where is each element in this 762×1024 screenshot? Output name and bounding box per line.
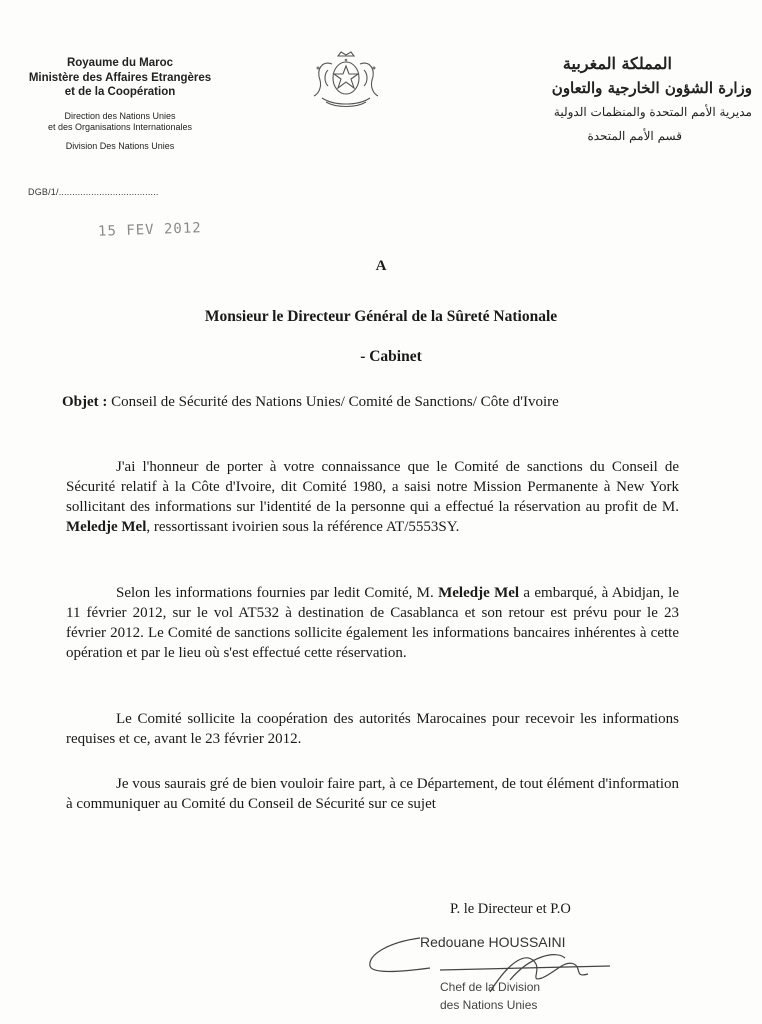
subject-line xyxy=(62,394,742,411)
addressee-title: Monsieur le Directeur Général de la Sûreté Nationale xyxy=(204,308,558,325)
paragraph-2-text-a: Selon les informations fournies par ledit Comité, M. xyxy=(116,585,439,601)
header-kingdom: Royaume du Maroc xyxy=(66,57,174,69)
paragraph-1-text-a: J'ai l'honneur de porter à votre connaissance que le Comité de sanctions du Conseil de Sécurité relatif à la Côte d'Ivoire, dit Comité 1980, a saisi notre Mission Permanente à New York sollicitant des informations sur l'identité de la personne qui a effectué la réservation au profit de M. xyxy=(66,459,679,515)
header-ministry: Ministère des Affaires Etrangères xyxy=(28,72,212,84)
header-ar-direction: مديرية الأمم المتحدة والمنظمات الدولية xyxy=(553,105,752,119)
reference-number: DGB/1/..................................... xyxy=(28,187,159,197)
paragraph-2-text-b: a embarqué, à Abidjan, le 11 février 2012, sur le vol AT532 à destination de Casablanca et son retour est prévu pour le 23 février 2012. Le Comité de sanctions sollicite également les informations bancaires inhérentes à cette opération et par le lieu où s'est effectué cette réservation. xyxy=(66,585,679,661)
header-division: Division Des Nations Unies xyxy=(65,141,175,151)
subject-label: Objet : xyxy=(62,394,108,410)
header-direction-cont: et des Organisations Internationales xyxy=(47,122,193,132)
paragraph-1 xyxy=(66,457,679,537)
header-ministry-cont: et de la Coopération xyxy=(64,86,176,98)
paragraph-1-name: Meledje Mel xyxy=(66,519,147,535)
coat-of-arms-icon xyxy=(308,50,384,112)
subject-text: Conseil de Sécurité des Nations Unies/ Comité de Sanctions/ Côte d'Ivoire xyxy=(107,394,559,410)
header-ar-kingdom: المملكة المغربية xyxy=(562,54,672,73)
date-stamp: 15 FEV 2012 xyxy=(97,220,202,240)
paragraph-3: Le Comité sollicite la coopération des autorités Marocaines pour recevoir les informations requises et ce, avant le 23 février 2012. xyxy=(66,711,679,747)
header-direction: Direction des Nations Unies xyxy=(64,111,176,121)
header-ar-division: قسم الأمم المتحدة xyxy=(587,129,682,143)
signature-delegation: P. le Directeur et P.O xyxy=(450,901,571,917)
header-ar-ministry: وزارة الشؤون الخارجية والتعاون xyxy=(551,79,752,97)
signatory-role-cont: des Nations Unies xyxy=(440,998,538,1012)
signatory-role: Chef de la Division xyxy=(440,980,541,994)
paragraph-2-name: Meledje Mel xyxy=(438,585,520,601)
addressee-cabinet: - Cabinet xyxy=(360,348,422,365)
paragraph-1-text-b: , ressortissant ivoirien sous la référence AT/5553SY. xyxy=(146,519,460,535)
paragraph-4: Je vous saurais gré de bien vouloir faire part, à ce Département, de tout élément d'information à communiquer au Comité du Conseil de Sécurité sur ce sujet xyxy=(66,776,679,812)
addressee-a: A xyxy=(375,258,387,274)
paragraph-2 xyxy=(66,583,679,663)
header-arabic xyxy=(432,52,752,148)
header-french xyxy=(0,56,240,152)
signatory-name: Redouane HOUSSAINI xyxy=(420,934,566,950)
